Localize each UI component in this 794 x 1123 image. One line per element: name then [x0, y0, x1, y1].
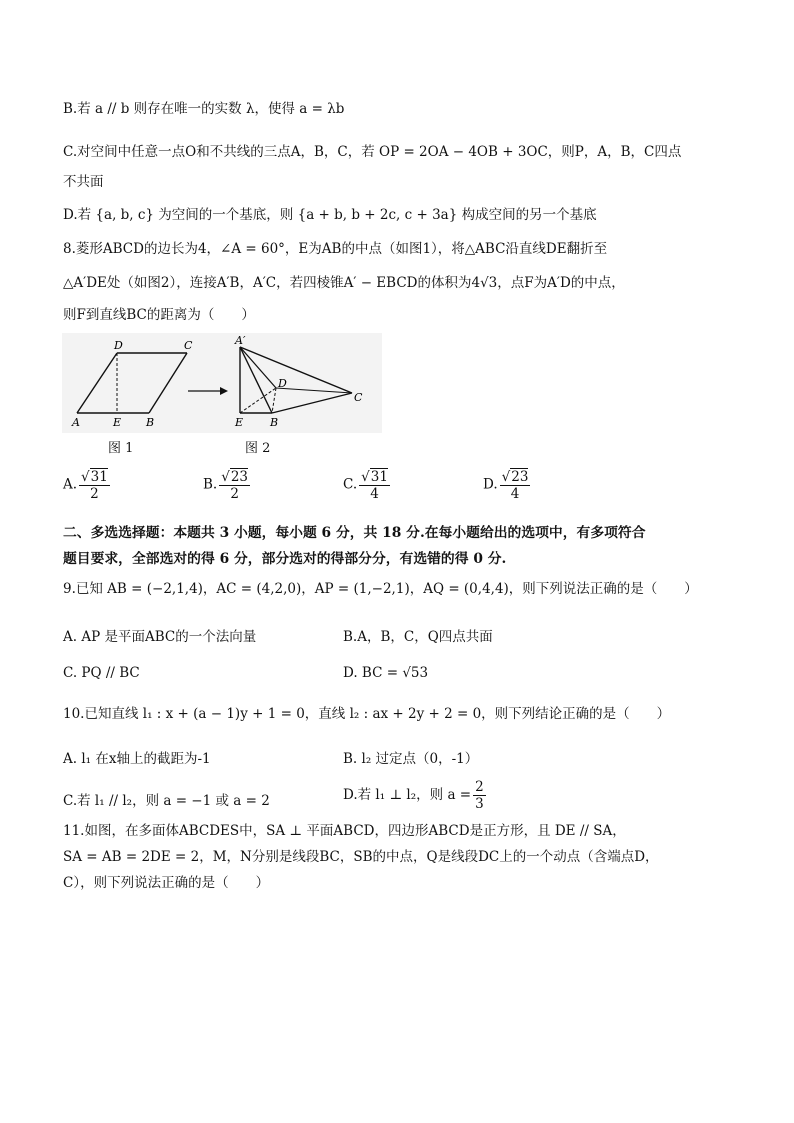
q9-option-a: A. AP 是平面ABC的一个法向量 — [63, 629, 257, 645]
q10-stem: 10.已知直线 l₁ : x + (a − 1)y + 1 = 0，直线 l₂ : ax + 2y + 2 = 0，则下列结论正确的是（ ） — [63, 706, 671, 722]
q10-option-a: A. l₁ 在x轴上的截距为-1 — [63, 751, 211, 767]
q8-option-c: C. $\frac{√31}{4}$ — [343, 469, 388, 502]
q8-option-a: A. $\frac{√31}{2}$ — [63, 469, 108, 502]
q8-stem-line2: △A′DE处（如图2），连接A′B，A′C，若四棱锥A′ − EBCD的体积为4√3，点F为A′D的中点， — [63, 275, 625, 291]
q7-option-d: D.若 {a, b, c} 为空间的一个基底，则 {a + b, b + 2c, c + 3a} 构成空间的另一个基底 — [63, 207, 597, 223]
fig1-label-b: B — [146, 416, 155, 429]
q10-option-c: C.若 l₁ // l₂，则 a = −1 或 a = 2 — [63, 793, 270, 809]
q10-option-b: B. l₂ 过定点（0，-1） — [343, 751, 479, 767]
figure1-caption: 图 1 — [108, 441, 134, 456]
q11-stem-line1: 11.如图，在多面体ABCDES中，SA ⊥ 平面ABCD，四边形ABCD是正方形，且 DE // SA， — [63, 823, 626, 839]
q7-option-c-line2: 不共面 — [63, 174, 104, 190]
fig2-label-b: B — [270, 416, 279, 429]
section2-header-line2: 题目要求，全部选对的得 6 分，部分选对的得部分分，有选错的得 0 分. — [63, 551, 507, 567]
q8-option-d: D. $\frac{√23}{4}$ — [483, 469, 529, 502]
q8-figure — [62, 333, 382, 433]
fig2-label-d: D — [278, 377, 287, 390]
fig2-label-e: E — [235, 416, 244, 429]
q11-stem-line3: C），则下列说法正确的是（ ） — [63, 875, 270, 891]
fig2-label-a1: A′ — [235, 334, 246, 347]
q9-stem: 9.已知 AB = (−2,1,4)，AC = (4,2,0)，AP = (1,−2,1)，AQ = (0,4,4)，则下列说法正确的是（ ） — [63, 581, 698, 597]
fig1-label-d: D — [114, 339, 123, 352]
q10-option-d: D.若 l₁ ⊥ l₂，则 a = $\frac{2}{3}$ — [343, 779, 484, 812]
q8-option-b: B. $\frac{√23}{2}$ — [203, 469, 249, 502]
fig1-label-a: A — [72, 416, 80, 429]
fig2-label-c: C — [354, 391, 363, 404]
fig1-label-e: E — [113, 416, 122, 429]
q11-stem-line2: SA = AB = 2DE = 2，M，N分别是线段BC，SB的中点，Q是线段DC上的一个动点（含端点D， — [63, 849, 659, 865]
section2-header-line1: 二、多选选择题：本题共 3 小题，每小题 6 分，共 18 分.在每小题给出的选项中，有多项符合 — [63, 525, 646, 541]
fig1-label-c: C — [184, 339, 193, 352]
q7-option-c-line1: C.对空间中任意一点O和不共线的三点A，B，C，若 OP = 2OA − 4OB + 3OC，则P，A，B，C四点 — [63, 144, 682, 160]
q9-option-c: C. PQ // BC — [63, 665, 140, 681]
q9-option-b: B.A，B，C，Q四点共面 — [343, 629, 493, 645]
q7-option-b: B.若 a // b 则存在唯一的实数 λ，使得 a = λb — [63, 101, 345, 117]
q8-stem-line1: 8.菱形ABCD的边长为4，∠A = 60°，E为AB的中点（如图1），将△ABC沿直线DE翻折至 — [63, 241, 608, 257]
q9-option-d: D. BC = √53 — [343, 665, 429, 681]
figure2-caption: 图 2 — [245, 441, 271, 456]
q8-stem-line3: 则F到直线BC的距离为（ ） — [63, 307, 255, 323]
